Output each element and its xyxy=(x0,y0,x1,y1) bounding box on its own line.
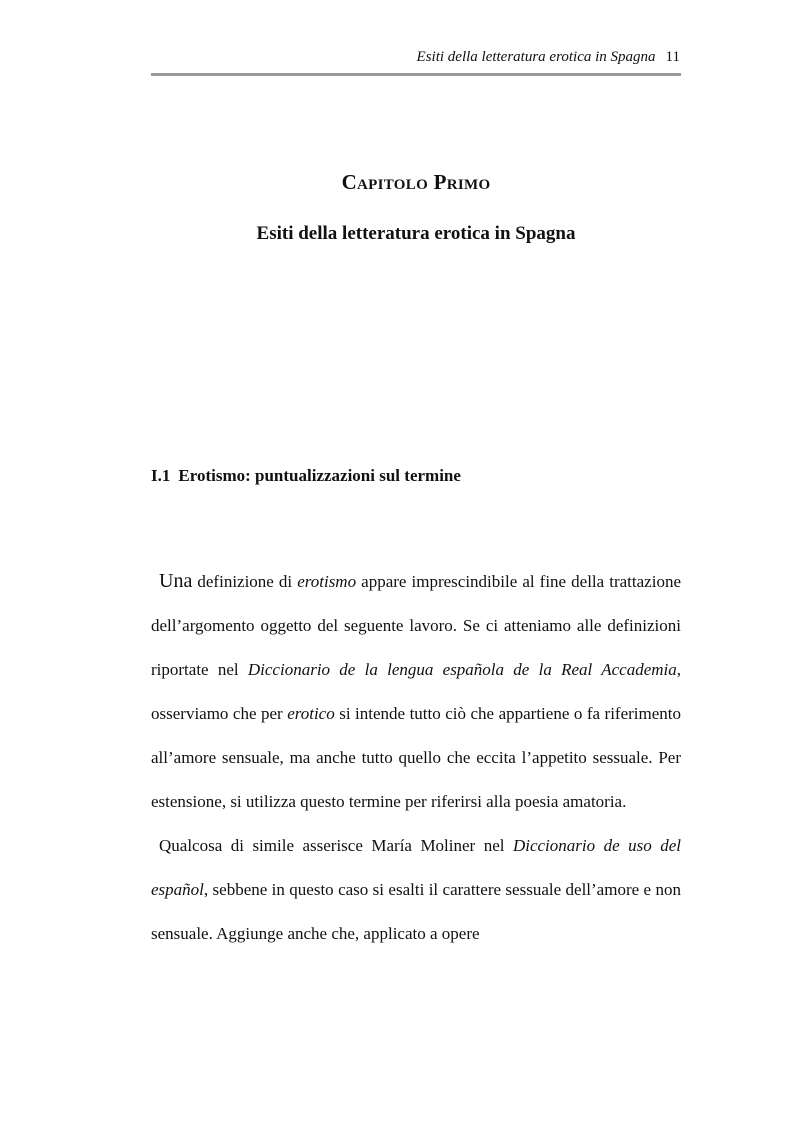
body-text xyxy=(151,559,681,956)
page-number: 11 xyxy=(665,49,680,65)
paragraph-2 xyxy=(151,824,681,956)
text-run: definizione di xyxy=(192,572,298,591)
text-run: si intende tutto ciò che appartiene o fa riferimento all’amore sensuale, ma anche tutto quello che eccita l’appetito sessuale. Per estensione, si utilizza questo termine per riferirsi alla poesia amatoria. xyxy=(151,704,681,811)
text-run: , sebbene in questo caso si esalti il carattere sessuale dell’amore e non sensuale. Aggiunge anche che, applicato a opere xyxy=(151,880,681,943)
text-run: , osserviamo che per xyxy=(151,660,681,723)
text-run: appare imprescindibile al fine della trattazione dell’argomento oggetto del seguente lavoro. Se ci atteniamo alle definizioni riportate nel xyxy=(151,572,681,679)
section-title: Erotismo: puntualizzazioni sul termine xyxy=(178,466,461,485)
italic-title: Diccionario de uso del español xyxy=(151,836,681,899)
section-number: I.1 xyxy=(151,466,171,485)
header-rule xyxy=(151,73,681,76)
section-heading xyxy=(151,466,681,486)
chapter-label: Capitolo Primo xyxy=(341,170,491,194)
text-run: Qualcosa di simile asserisce María Moliner nel xyxy=(159,836,513,855)
chapter-title: Esiti della letteratura erotica in Spagna xyxy=(256,223,576,244)
running-header xyxy=(151,46,680,68)
paragraph-1 xyxy=(151,559,681,824)
italic-term: erotico xyxy=(287,704,335,723)
italic-term: erotismo xyxy=(297,572,357,591)
paragraph-initial: Una xyxy=(159,570,193,592)
italic-title: Diccionario de la lengua española de la Real Accademia xyxy=(247,660,677,679)
running-header-title: Esiti della letteratura erotica in Spagna xyxy=(416,49,656,65)
